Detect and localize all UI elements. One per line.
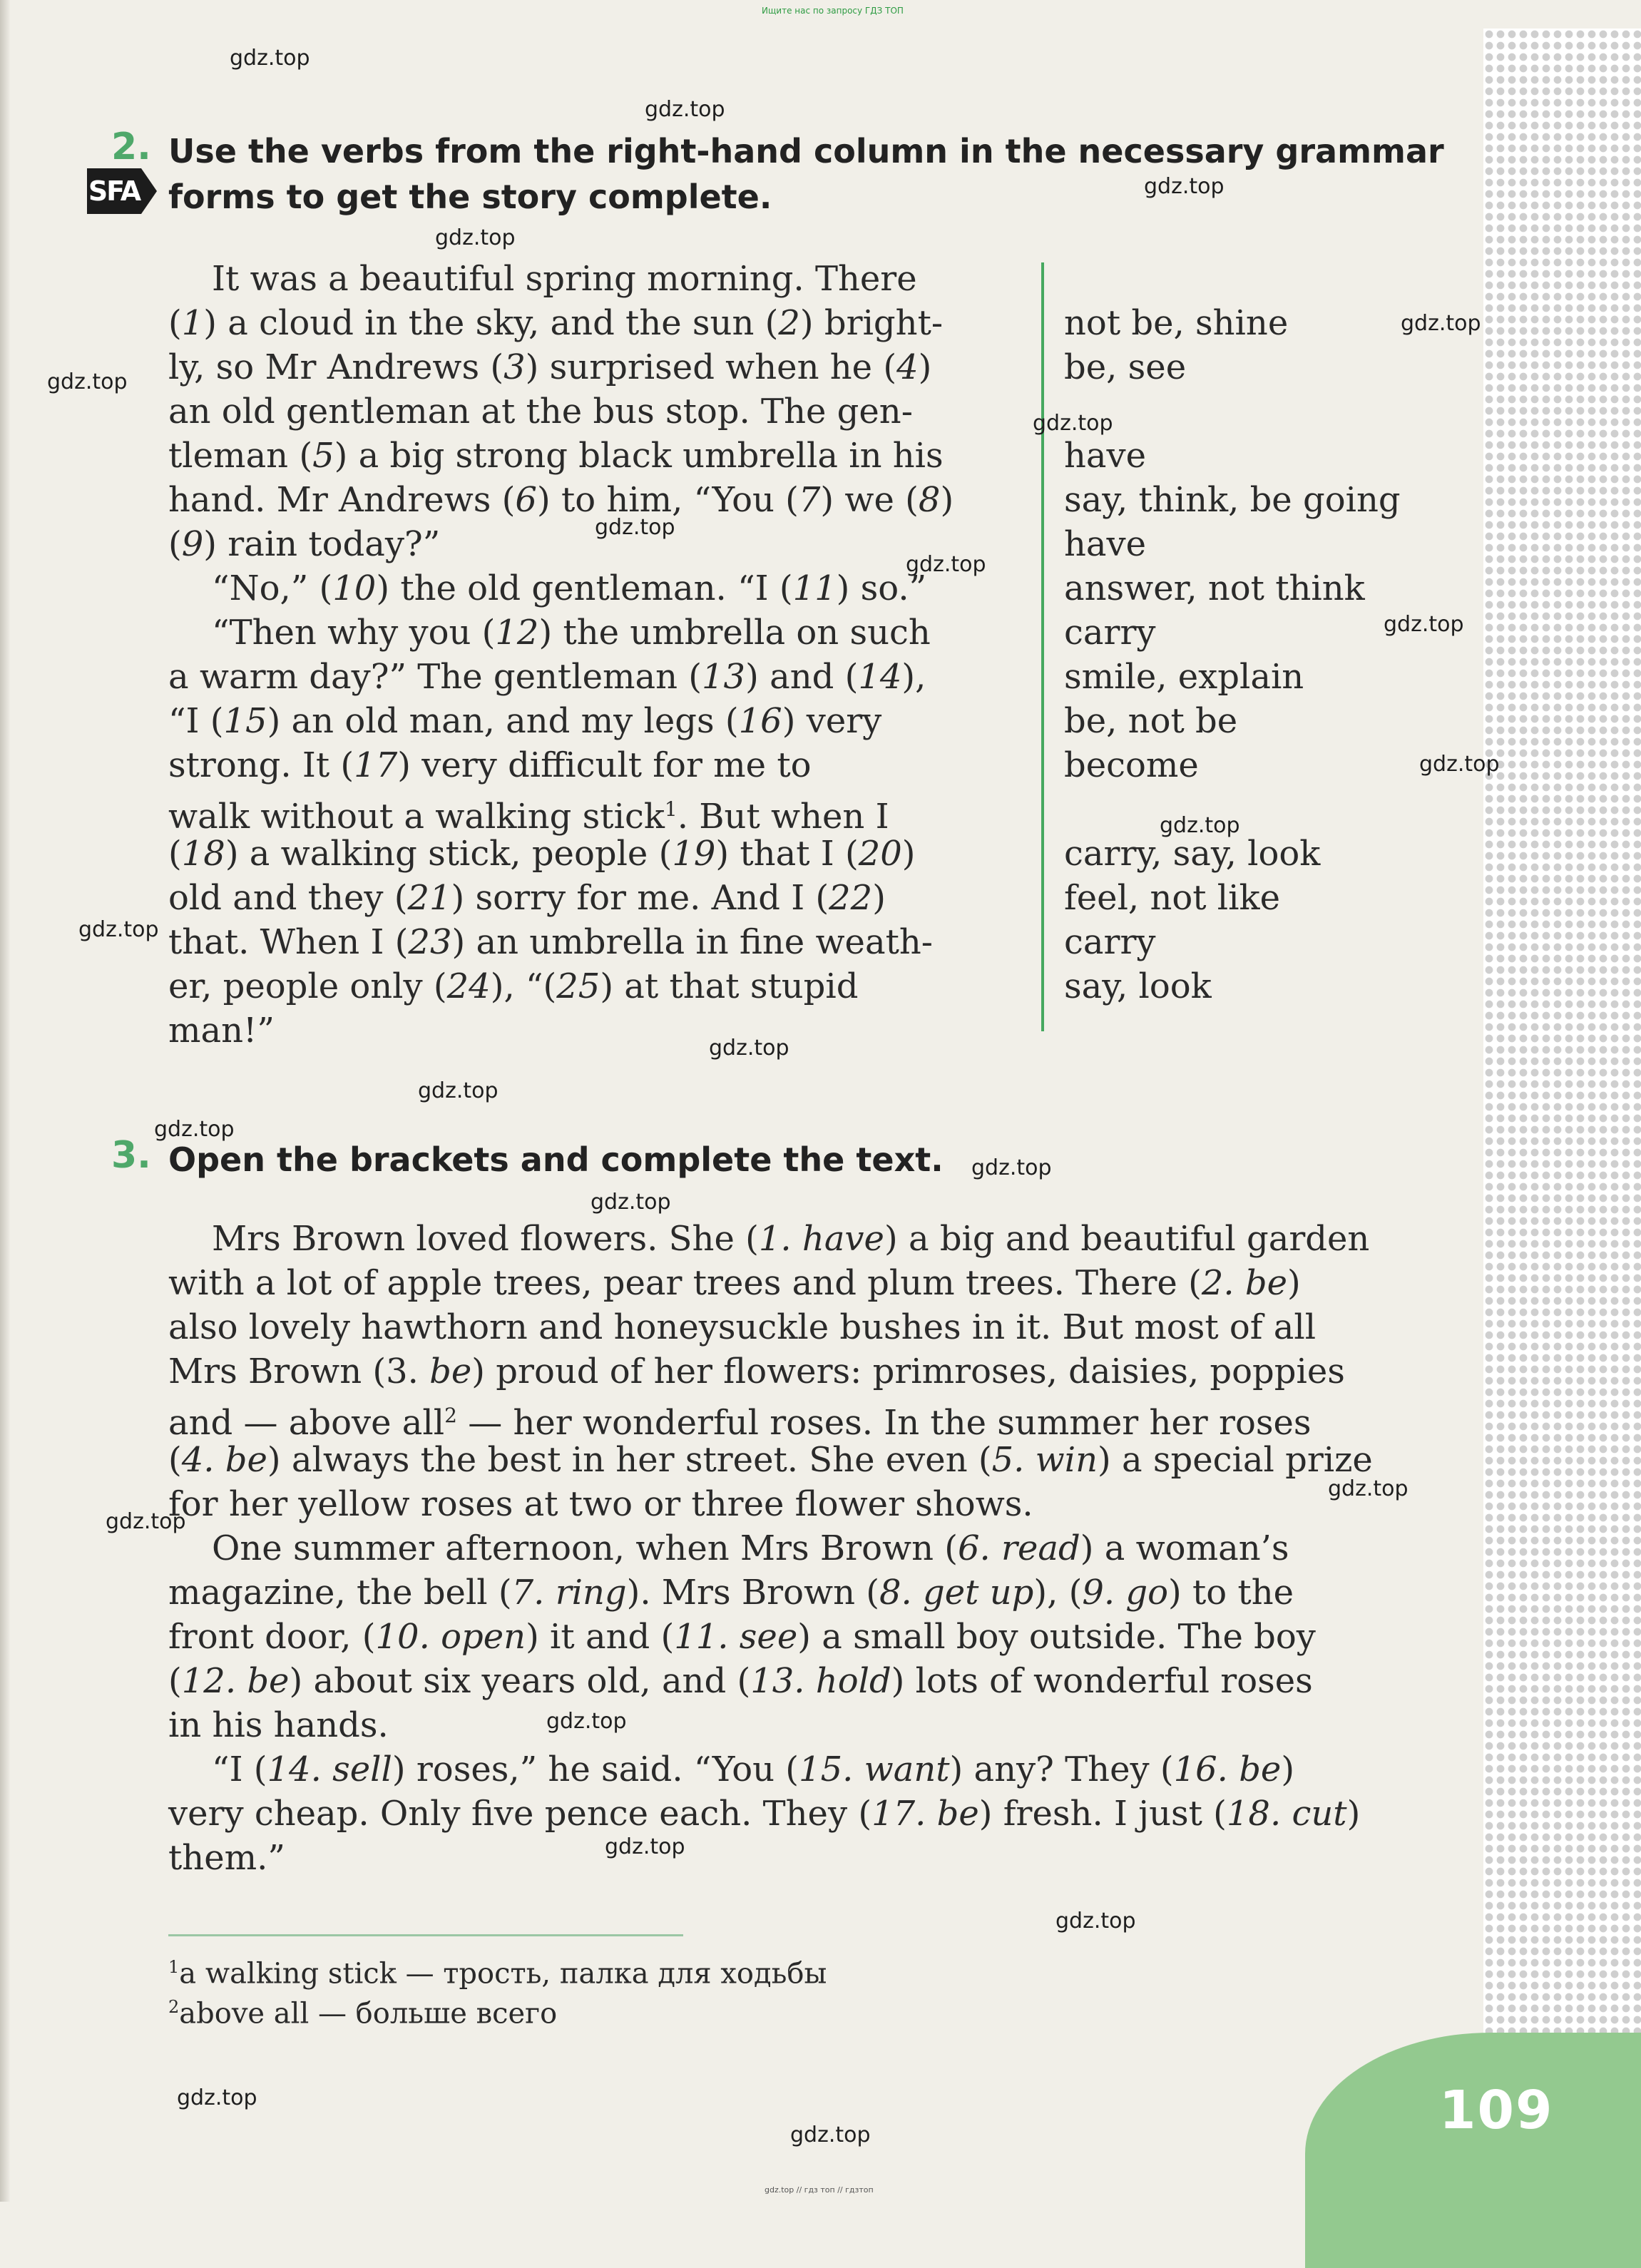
- watermark: gdz.top: [418, 1078, 499, 1103]
- watermark: gdz.top: [906, 552, 986, 577]
- story-line: (1) a cloud in the sky, and the sun (2) bright-: [168, 303, 944, 343]
- watermark: gdz.top: [971, 1155, 1052, 1180]
- text-line: also lovely hawthorn and honeysuckle bushes in it. But most of all: [168, 1307, 1317, 1347]
- page-edge: [0, 0, 10, 2202]
- page-number: 109: [1439, 2080, 1554, 2141]
- page-corner-shape: [1305, 2033, 1641, 2268]
- watermark: gdz.top: [78, 917, 159, 942]
- verb-hint: become: [1064, 745, 1199, 785]
- text-line: Mrs Brown (3. be) proud of her flowers: primroses, daisies, poppies: [168, 1352, 1345, 1391]
- text-line: One summer afternoon, when Mrs Brown (6. read) a woman’s: [168, 1528, 1289, 1568]
- story-line: a warm day?” The gentleman (13) and (14),: [168, 657, 926, 697]
- footnote-1: $^1$a walking stick — трость, палка для ходьбы: [168, 1957, 827, 1991]
- text-line: with a lot of apple trees, pear trees and plum trees. There (2. be): [168, 1263, 1301, 1303]
- story-line: that. When I (23) an umbrella in fine weath-: [168, 922, 933, 962]
- text-line: for her yellow roses at two or three flower shows.: [168, 1484, 1033, 1524]
- verb-hint: smile, explain: [1064, 657, 1304, 697]
- exercise-2-number: 2.: [111, 126, 151, 168]
- watermark: gdz.top: [47, 369, 128, 394]
- watermark: gdz.top: [709, 1036, 789, 1061]
- verb-hint: carry: [1064, 613, 1156, 653]
- story-line: er, people only (24), “(25) at that stupid: [168, 966, 859, 1006]
- story-line: “I (15) an old man, and my legs (16) very: [168, 701, 882, 741]
- text-line: in his hands.: [168, 1705, 389, 1745]
- text-line: and — above all$^2$ — her wonderful roses. In the summer her roses: [168, 1403, 1312, 1443]
- verb-hint: carry: [1064, 922, 1156, 962]
- watermark: gdz.top: [230, 46, 310, 71]
- verb-hint: have: [1064, 524, 1147, 564]
- watermark: gdz.top: [1033, 411, 1113, 436]
- text-line: (12. be) about six years old, and (13. hold) lots of wonderful roses: [168, 1661, 1313, 1701]
- sfa-badge: SFA: [87, 168, 141, 214]
- text-line: magazine, the bell (7. ring). Mrs Brown (8. get up), (9. go) to the: [168, 1573, 1294, 1613]
- verb-hint: say, think, be going: [1064, 480, 1401, 520]
- exercise-2-title-line-2: forms to get the story complete.: [168, 178, 772, 216]
- story-line: hand. Mr Andrews (6) to him, “You (7) we (8): [168, 480, 954, 520]
- verb-hint: not be, shine: [1064, 303, 1289, 343]
- story-line: “No,” (10) the old gentleman. “I (11) so.”: [168, 568, 927, 608]
- text-line: Mrs Brown loved flowers. She (1. have) a big and beautiful garden: [168, 1219, 1370, 1259]
- story-line: (9) rain today?”: [168, 524, 441, 564]
- watermark: gdz.top: [1160, 813, 1240, 838]
- text-line: front door, (10. open) it and (11. see) a small boy outside. The boy: [168, 1617, 1316, 1657]
- story-line: an old gentleman at the bus stop. The gen-: [168, 392, 913, 431]
- watermark: gdz.top: [154, 1117, 235, 1142]
- verb-hint: carry, say, look: [1064, 834, 1321, 874]
- watermark: gdz.top: [1055, 1909, 1136, 1934]
- watermark: gdz.top: [645, 97, 725, 122]
- footnote-2: $^2$above all — больше всего: [168, 1997, 558, 2031]
- header-note: Ищите нас по запросу ГДЗ ТОП: [762, 6, 904, 16]
- watermark: gdz.top: [595, 515, 675, 540]
- sfa-badge-arrow-icon: [141, 168, 157, 214]
- story-line: tleman (5) a big strong black umbrella in his: [168, 436, 944, 476]
- watermark: gdz.top: [546, 1709, 627, 1734]
- footer-note: gdz.top // гдз топ // гдзтоп: [765, 2185, 874, 2195]
- text-line: them.”: [168, 1838, 285, 1878]
- verb-hint: answer, not think: [1064, 568, 1365, 608]
- exercise-2-title-line-1: Use the verbs from the right-hand column in the necessary grammar: [168, 132, 1444, 170]
- story-line: strong. It (17) very difficult for me to: [168, 745, 812, 785]
- story-line: ly, so Mr Andrews (3) surprised when he (4): [168, 347, 932, 387]
- story-line: It was a beautiful spring morning. There: [168, 259, 917, 299]
- story-line: old and they (21) sorry for me. And I (22): [168, 878, 886, 918]
- watermark: gdz.top: [1328, 1476, 1409, 1501]
- watermark: gdz.top: [591, 1190, 671, 1215]
- verb-hint: be, see: [1064, 347, 1187, 387]
- dot-pattern-border: [1483, 29, 1641, 2132]
- story-line: (18) a walking stick, people (19) that I (20): [168, 834, 916, 874]
- verb-hint: be, not be: [1064, 701, 1238, 741]
- story-line: walk without a walking stick$^1$. But when I: [168, 797, 889, 837]
- story-line: “Then why you (12) the umbrella on such: [168, 613, 931, 653]
- exercise-3-title: Open the brackets and complete the text.: [168, 1140, 944, 1179]
- column-divider: [1041, 262, 1044, 1031]
- exercise-3-number: 3.: [111, 1134, 151, 1177]
- verb-hint: feel, not like: [1064, 878, 1280, 918]
- watermark: gdz.top: [790, 2123, 871, 2147]
- footnote-rule: [168, 1934, 683, 1936]
- watermark: gdz.top: [605, 1834, 685, 1859]
- story-line: man!”: [168, 1011, 275, 1051]
- text-line: very cheap. Only five pence each. They (17. be) fresh. I just (18. cut): [168, 1794, 1361, 1834]
- text-line: “I (14. sell) roses,” he said. “You (15. want) any? They (16. be): [168, 1749, 1295, 1789]
- watermark: gdz.top: [1144, 174, 1225, 199]
- verb-hint: say, look: [1064, 966, 1212, 1006]
- watermark: gdz.top: [1384, 612, 1464, 637]
- verb-hint: have: [1064, 436, 1147, 476]
- watermark: gdz.top: [1401, 311, 1481, 336]
- text-line: (4. be) always the best in her street. She even (5. win) a special prize: [168, 1440, 1373, 1480]
- watermark: gdz.top: [177, 2085, 257, 2110]
- watermark: gdz.top: [106, 1509, 186, 1534]
- watermark: gdz.top: [1419, 752, 1500, 777]
- watermark: gdz.top: [435, 225, 516, 250]
